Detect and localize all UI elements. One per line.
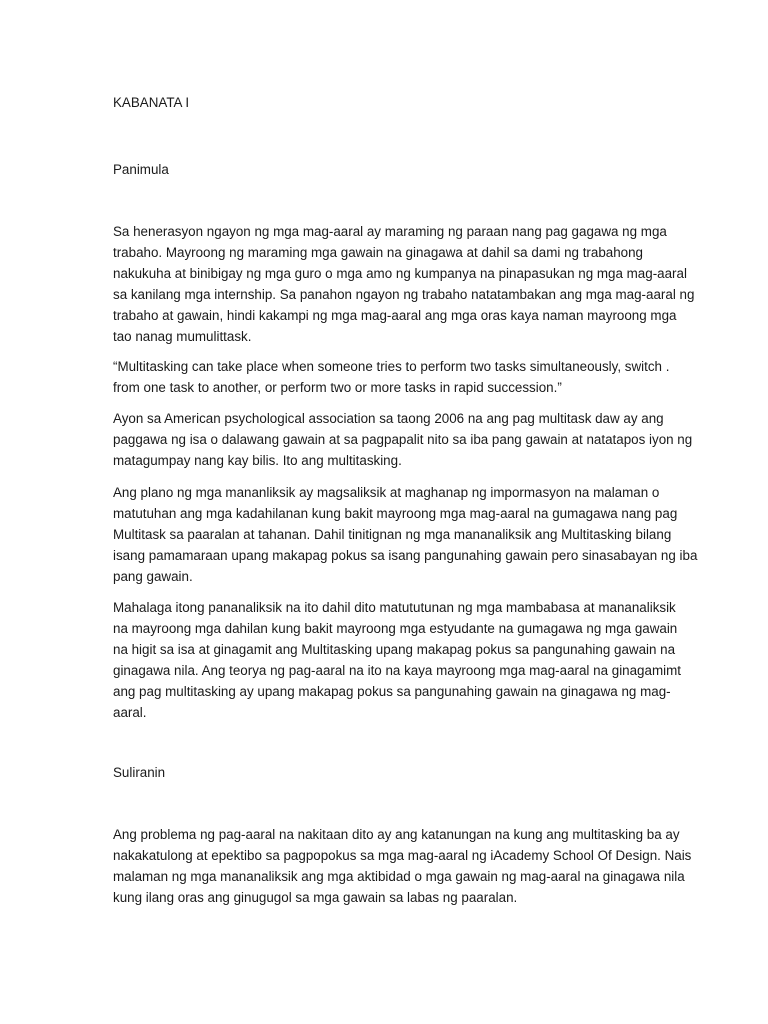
chapter-title: KABANATA I: [113, 95, 190, 110]
section-heading-panimula: Panimula: [113, 162, 169, 177]
text-line: aaral.: [113, 705, 147, 720]
paragraph-apa-definition: [113, 408, 693, 471]
text-line: “Multitasking can take place when someone tries to perform two tasks simultaneously, switch .: [113, 359, 670, 374]
text-line: Mahalaga itong pananaliksik na ito dahil dito matututunan ng mga mambabasa at mananaliksik: [113, 600, 676, 615]
paragraph-research-plan: [113, 482, 698, 587]
text-line: isang pamamaraan upang makapag pokus sa isang pangunahing gawain pero sinasabayan ng iba: [113, 548, 698, 563]
text-line: tao nanag mumulittask.: [113, 329, 252, 344]
text-line: paggawa ng isa o dalawang gawain at sa pagpapalit nito sa iba pang gawain at natatapos iyon ng: [113, 432, 693, 447]
paragraph-quote: [113, 356, 668, 398]
text-line: Ang plano ng mga mananliksik ay magsaliksik at maghanap ng impormasyon na malaman o: [113, 485, 660, 500]
text-line: Ang problema ng pag-aaral na nakitaan dito ay ang katanungan na kung ang multitasking ba ay: [113, 827, 680, 842]
text-line: nakukuha at binibigay ng mga guro o mga amo ng kumpanya na pinapasukan ng mga mag-aaral: [113, 266, 687, 281]
paragraph-significance: [113, 597, 681, 723]
text-line: from one task to another, or perform two or more tasks in rapid succession.”: [113, 380, 562, 395]
text-line: ginagawa nila. Ang teorya ng pag-aaral na ito na kaya mayroong mga mag-aaral na ginagamimt: [113, 663, 681, 678]
text-line: na mayroong mga dahilan kung bakit mayroong mga estyudante na gumagawa ng mga gawain: [113, 621, 678, 636]
text-line: malaman ng mga mananaliksik ang mga aktibidad o mga gawain ng mag-aaral na ginagawa nila: [113, 869, 685, 884]
text-line: trabaho at gawain, hindi kakampi ng mga mag-aaral ang mga oras kaya naman mayroong mga: [113, 308, 677, 323]
text-line: kung ilang oras ang ginugugol sa mga gawain sa labas ng paaralan.: [113, 890, 518, 905]
text-line: Sa henerasyon ngayon ng mga mag-aaral ay maraming ng paraan nang pag gagawa ng mga: [113, 224, 667, 239]
text-line: sa kanilang mga internship. Sa panahon ngayon ng trabaho natatambakan ang mga mag-aaral ng: [113, 287, 695, 302]
text-line: ang pag multitasking ay upang makapag pokus sa pangunahing gawain na ginagawa ng mag-: [113, 684, 671, 699]
section-heading-suliranin: Suliranin: [113, 765, 166, 780]
text-line: nakakatulong at epektibo sa pagpopokus sa mga mag-aaral ng iAcademy School Of Design. Nais: [113, 848, 692, 863]
text-line: matagumpay nang kay bilis. Ito ang multitasking.: [113, 453, 402, 468]
text-line: na higit sa isa at ginagamit ang Multitasking upang makapag pokus sa pangunahing gawain na: [113, 642, 676, 657]
paragraph-intro: [113, 221, 695, 347]
paragraph-problem-statement: [113, 824, 692, 908]
text-line: Multitask sa paaralan at tahanan. Dahil tinitignan ng mga mananaliksik ang Multitasking bilang: [113, 527, 672, 542]
text-line: Ayon sa American psychological association sa taong 2006 na ang pag multitask daw ay ang: [113, 411, 664, 426]
text-line: pang gawain.: [113, 569, 193, 584]
text-line: trabaho. Mayroong ng maraming mga gawain na ginagawa at dahil sa dami ng trabahong: [113, 245, 644, 260]
text-line: matutuhan ang mga kadahilanan kung bakit mayroong mga mag-aaral na gumagawa nang pag: [113, 506, 678, 521]
